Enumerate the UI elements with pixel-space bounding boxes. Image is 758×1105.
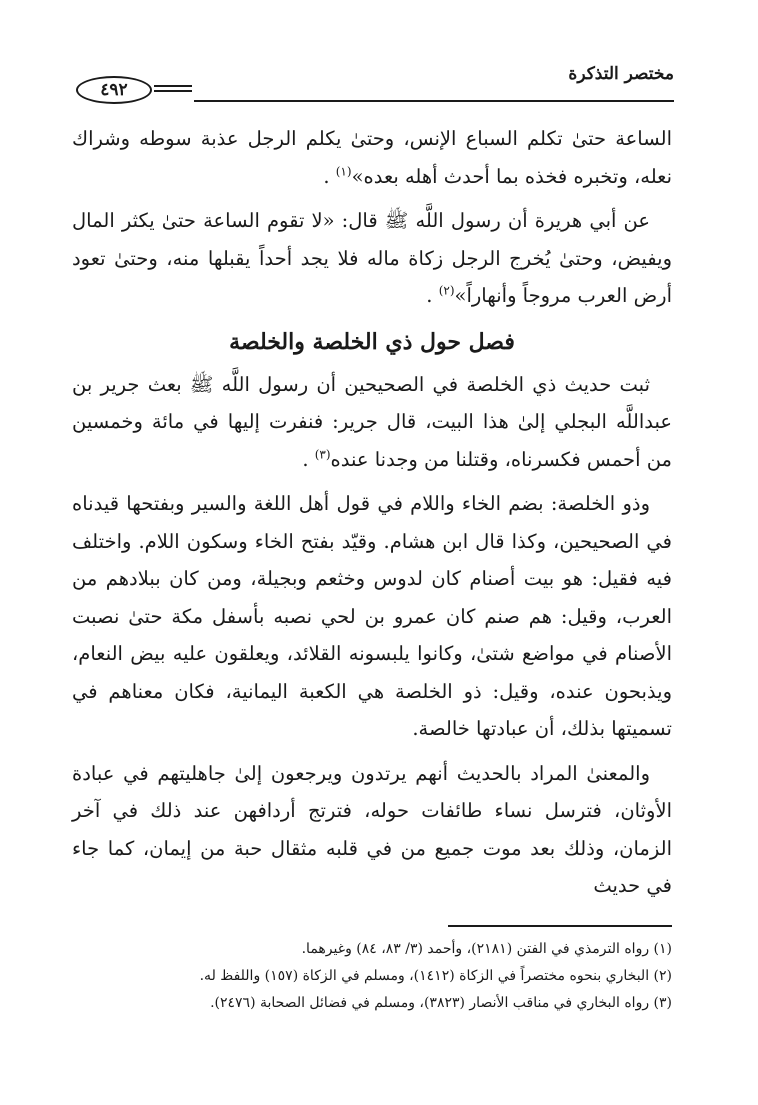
paragraph-4: وذو الخلصة: بضم الخاء واللام في قول أهل اللغة والسير وبفتحها قيدناه في الصحيحين، وكذا قال ابن هشام. وقيّد بفتح الخاء وسكون اللام. واختلف فيه فقيل: هو بيت أصنام كان لدوس وخثعم وبجيلة، ومن كان ببلادهم من العرب، وقيل: هم صنم كان عمرو بن لحي نصبه بأسفل مكة حتىٰ نصبت الأصنام في مواضع شتىٰ، وكانوا يلبسونه القلائد، ويعلقون عليه بيض النعام، ويذبحون عنده، وقيل: ذو الخلصة هي الكعبة اليمانية، فكان معناهم في تسميتها بذلك، أن عبادتها خالصة. bbox=[72, 492, 672, 740]
footnotes bbox=[72, 936, 672, 1017]
footnote-ref-1: (١) bbox=[335, 164, 352, 178]
footnote-separator bbox=[448, 925, 672, 927]
header-rule bbox=[194, 100, 674, 102]
footnote-2: (٢) البخاري بنحوه مختصراً في الزكاة (١٤١٢)، ومسلم في الزكاة (١٥٧) واللفظ له. bbox=[199, 968, 672, 984]
footnote-1: (١) رواه الترمذي في الفتن (٢١٨١)، وأحمد (٣/ ٨٣، ٨٤) وغيرهما. bbox=[301, 941, 672, 957]
running-header bbox=[68, 62, 674, 108]
paragraph-3-text: ثبت حديث ذي الخلصة في الصحيحين أن رسول اللَّه ﷺ بعث جرير بن عبداللَّه البجلي إلىٰ هذا البيت، قال جرير: فنفرت إليها في مائة وخمسين من أحمس فكسرناه، وقتلنا من وجدنا عنده bbox=[72, 372, 672, 471]
footnote-ref-2: (٢) bbox=[438, 283, 455, 298]
main-text bbox=[72, 120, 672, 912]
footnote-ref-3: (٣) bbox=[314, 447, 331, 461]
paragraph-3 bbox=[72, 366, 672, 479]
header-ornament bbox=[154, 85, 192, 93]
paragraph-2 bbox=[72, 202, 672, 315]
paragraph-1-line-2: وتخبره فخذه بما أحدث أهله بعده» bbox=[351, 164, 628, 188]
book-title: مختصر التذكرة bbox=[568, 64, 674, 84]
paragraph-5: والمعنىٰ المراد بالحديث أنهم يرتدون ويرجعون إلىٰ جاهليتهم في عبادة الأوثان، فترسل نساء طائفات حوله، فترتج أردافهن عند ذلك في آخر الزمان، وذلك بعد موت جميع من في قلبه مثقال حبة من إيمان، كما جاء في حديث bbox=[72, 761, 672, 897]
paragraph-2-end: . bbox=[426, 284, 439, 307]
paragraph-1-line-1: الساعة حتىٰ تكلم السباع الإنس، وحتىٰ يكلم الرجل عذبة سوطه وشراك نعله، bbox=[72, 127, 672, 188]
section-heading: فصل حول ذي الخلصة والخلصة bbox=[229, 328, 515, 355]
footnote-3: (٣) رواه البخاري في مناقب الأنصار (٣٨٢٣)، ومسلم في فضائل الصحابة (٢٤٧٦). bbox=[210, 995, 672, 1011]
paragraph-1 bbox=[72, 120, 672, 195]
page-number-badge: ٤٩٢ bbox=[76, 76, 152, 104]
paragraph-1-end: . bbox=[323, 164, 336, 188]
paragraph-3-end: . bbox=[302, 447, 315, 471]
paragraph-2-text: عن أبي هريرة أن رسول اللَّه ﷺ قال: «لا تقوم الساعة حتىٰ يكثر المال ويفيض، وحتىٰ يُخرج الرجل زكاة ماله فلا يجد أحداً يقبلها منه، وحتىٰ تعود أرض العرب مروجاً وأنهاراً» bbox=[72, 209, 672, 307]
